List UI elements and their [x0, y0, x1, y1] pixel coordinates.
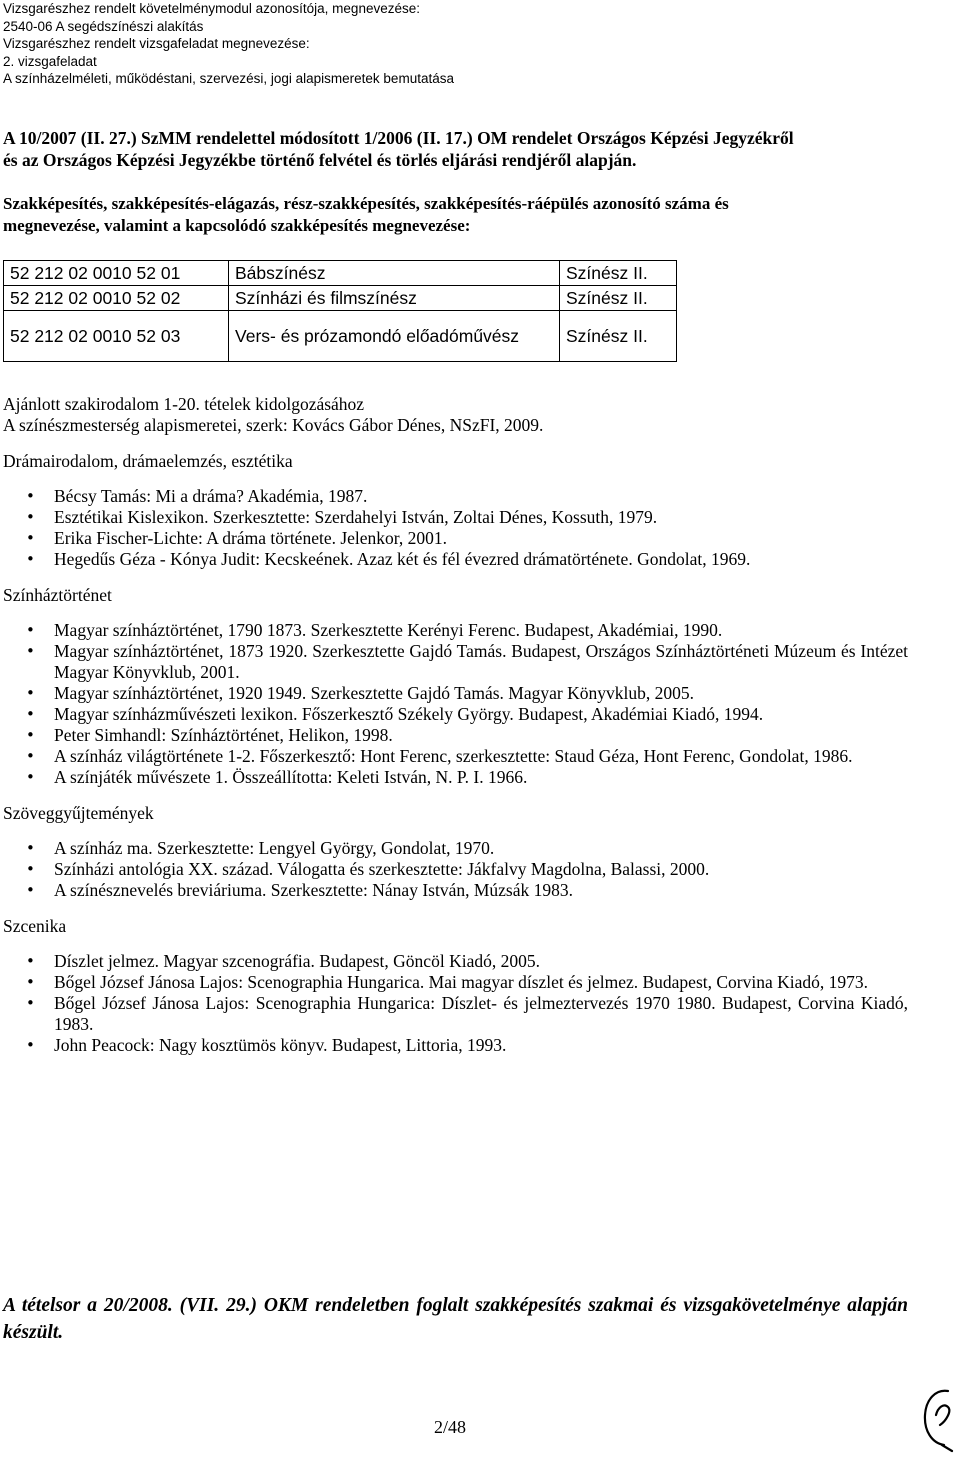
list-item: • Hegedűs Géza - Kónya Judit: Kecskeének. Azaz két és fél évezred drámatörténete. Gondolat, 1969.	[3, 549, 908, 570]
list-item: • Magyar színháztörténet, 1790 1873. Szerkesztette Kerényi Ferenc. Budapest, Akadémiai, 1990.	[3, 620, 908, 641]
list-item: • A színház világtörténete 1-2. Főszerkesztő: Hont Ferenc, szerkesztette: Staud Géza, Hont Ferenc, Gondolat, 1986.	[3, 746, 908, 767]
page-number: 2/48	[434, 1417, 467, 1437]
table-row	[4, 261, 677, 286]
table-row	[4, 286, 677, 311]
header-line-module: 2540-06 A segédszínészi alakítás	[3, 18, 204, 34]
qualification-name: Színházi és filmszínész	[229, 286, 560, 311]
section-theatre-history	[3, 585, 908, 788]
qualification-name: Bábszínész	[229, 261, 560, 286]
section-heading: Színháztörténet	[3, 585, 112, 605]
section-heading: Szöveggyűjtemények	[3, 803, 154, 823]
list-item: • Bőgel József Jánosa Lajos: Scenographia Hungarica: Díszlet- és jelmeztervezés 1970 1980. Budapest, Corvina Kiadó, 1983.	[3, 993, 908, 1035]
qualification-level: Színész II.	[560, 286, 677, 311]
list-item: • A színjáték művészete 1. Összeállította: Keleti István, N. P. I. 1966.	[3, 767, 908, 788]
header-line-task-label: Vizsgarészhez rendelt vizsgafeladat megnevezése:	[3, 36, 310, 51]
signature-mark	[918, 1385, 960, 1455]
qualification-level: Színész II.	[560, 261, 677, 286]
qualifications-table	[3, 260, 677, 362]
list-item: • Magyar színháztörténet, 1873 1920. Szerkesztette Gajdó Tamás. Budapest, Országos Színháztörténeti Múzeum és Intézet Magyar Könyvklub, 2001.	[3, 641, 908, 683]
header-line-task: 2. vizsgafeladat	[3, 53, 97, 69]
list-item: • Erika Fischer-Lichte: A dráma története. Jelenkor, 2001.	[3, 528, 908, 549]
footer-note: A tételsor a 20/2008. (VII. 29.) OKM rendeletben foglalt szakképesítés szakmai és vizsgakövetelménye alapján készült.	[3, 1295, 908, 1343]
qualification-level: Színész II.	[560, 311, 677, 362]
table-row	[4, 311, 677, 362]
qualification-name: Vers- és prózamondó előadóművész	[229, 311, 560, 362]
list-item: • Peter Simhandl: Színháztörténet, Helikon, 1998.	[3, 725, 908, 746]
list-item: • Díszlet jelmez. Magyar szcenográfia. Budapest, Göncöl Kiadó, 2005.	[3, 951, 908, 972]
reference-list	[3, 951, 908, 1056]
list-item: • A színház ma. Szerkesztette: Lengyel György, Gondolat, 1970.	[3, 838, 908, 859]
header-line-task-title: A színházelméleti, működéstani, szervezési, jogi alapismeretek bemutatása	[3, 71, 454, 86]
qualification-code: 52 212 02 0010 52 01	[4, 261, 229, 286]
list-item: • Magyar színházművészeti lexikon. Főszerkesztő Székely György. Budapest, Akadémiai Kiadó, 1994.	[3, 704, 908, 725]
list-item: • Magyar színháztörténet, 1920 1949. Szerkesztette Gajdó Tamás. Magyar Könyvklub, 2005.	[3, 683, 908, 704]
qualification-code: 52 212 02 0010 52 03	[4, 311, 229, 362]
header-line-module-label: Vizsgarészhez rendelt követelménymodul azonosítója, megnevezése:	[3, 1, 420, 16]
list-item: • A színésznevelés breviáriuma. Szerkesztette: Nánay István, Múzsák 1983.	[3, 880, 908, 901]
section-scenography	[3, 916, 908, 1056]
section-heading: Drámairodalom, drámaelemzés, esztétika	[3, 451, 293, 471]
list-item: • Bőgel József Jánosa Lajos: Scenographia Hungarica. Mai magyar díszlet és jelmez. Budapest, Corvina Kiadó, 1973.	[3, 972, 908, 993]
recommended-heading: Ajánlott szakirodalom 1-20. tételek kidolgozásához	[3, 394, 365, 414]
section-anthologies	[3, 803, 908, 901]
list-item: • Színházi antológia XX. század. Válogatta és szerkesztette: Jákfalvy Magdolna, Balassi, 2000.	[3, 859, 908, 880]
recommended-main-book: A színészmesterség alapismeretei, szerk: Kovács Gábor Dénes, NSzFI, 2009.	[3, 415, 544, 435]
qualification-intro: Szakképesítés, szakképesítés-elágazás, rész-szakképesítés, szakképesítés-ráépülés azonosító száma és megnevezése, valamint a kapcsolódó szakképesítés megnevezése:	[3, 194, 729, 235]
list-item: • John Peacock: Nagy kosztümös könyv. Budapest, Littoria, 1993.	[3, 1035, 908, 1056]
section-heading: Szcenika	[3, 916, 67, 936]
section-drama	[3, 451, 908, 570]
reference-list	[3, 486, 908, 570]
list-item: • Esztétikai Kislexikon. Szerkesztette: Szerdahelyi István, Zoltai Dénes, Kossuth, 1979.	[3, 507, 908, 528]
document-header	[3, 0, 454, 88]
regulation-title: A 10/2007 (II. 27.) SzMM rendelettel módosított 1/2006 (II. 17.) OM rendelet Országos Képzési Jegyzékről és az Országos Képzési Jegyzékbe történő felvétel és törlés eljárási rendjéről alapján.	[3, 128, 794, 170]
reference-list	[3, 838, 908, 901]
qualification-code: 52 212 02 0010 52 02	[4, 286, 229, 311]
recommended-literature	[3, 394, 908, 436]
reference-list	[3, 620, 908, 788]
document-body	[3, 394, 908, 1056]
list-item: • Bécsy Tamás: Mi a dráma? Akadémia, 1987.	[3, 486, 908, 507]
